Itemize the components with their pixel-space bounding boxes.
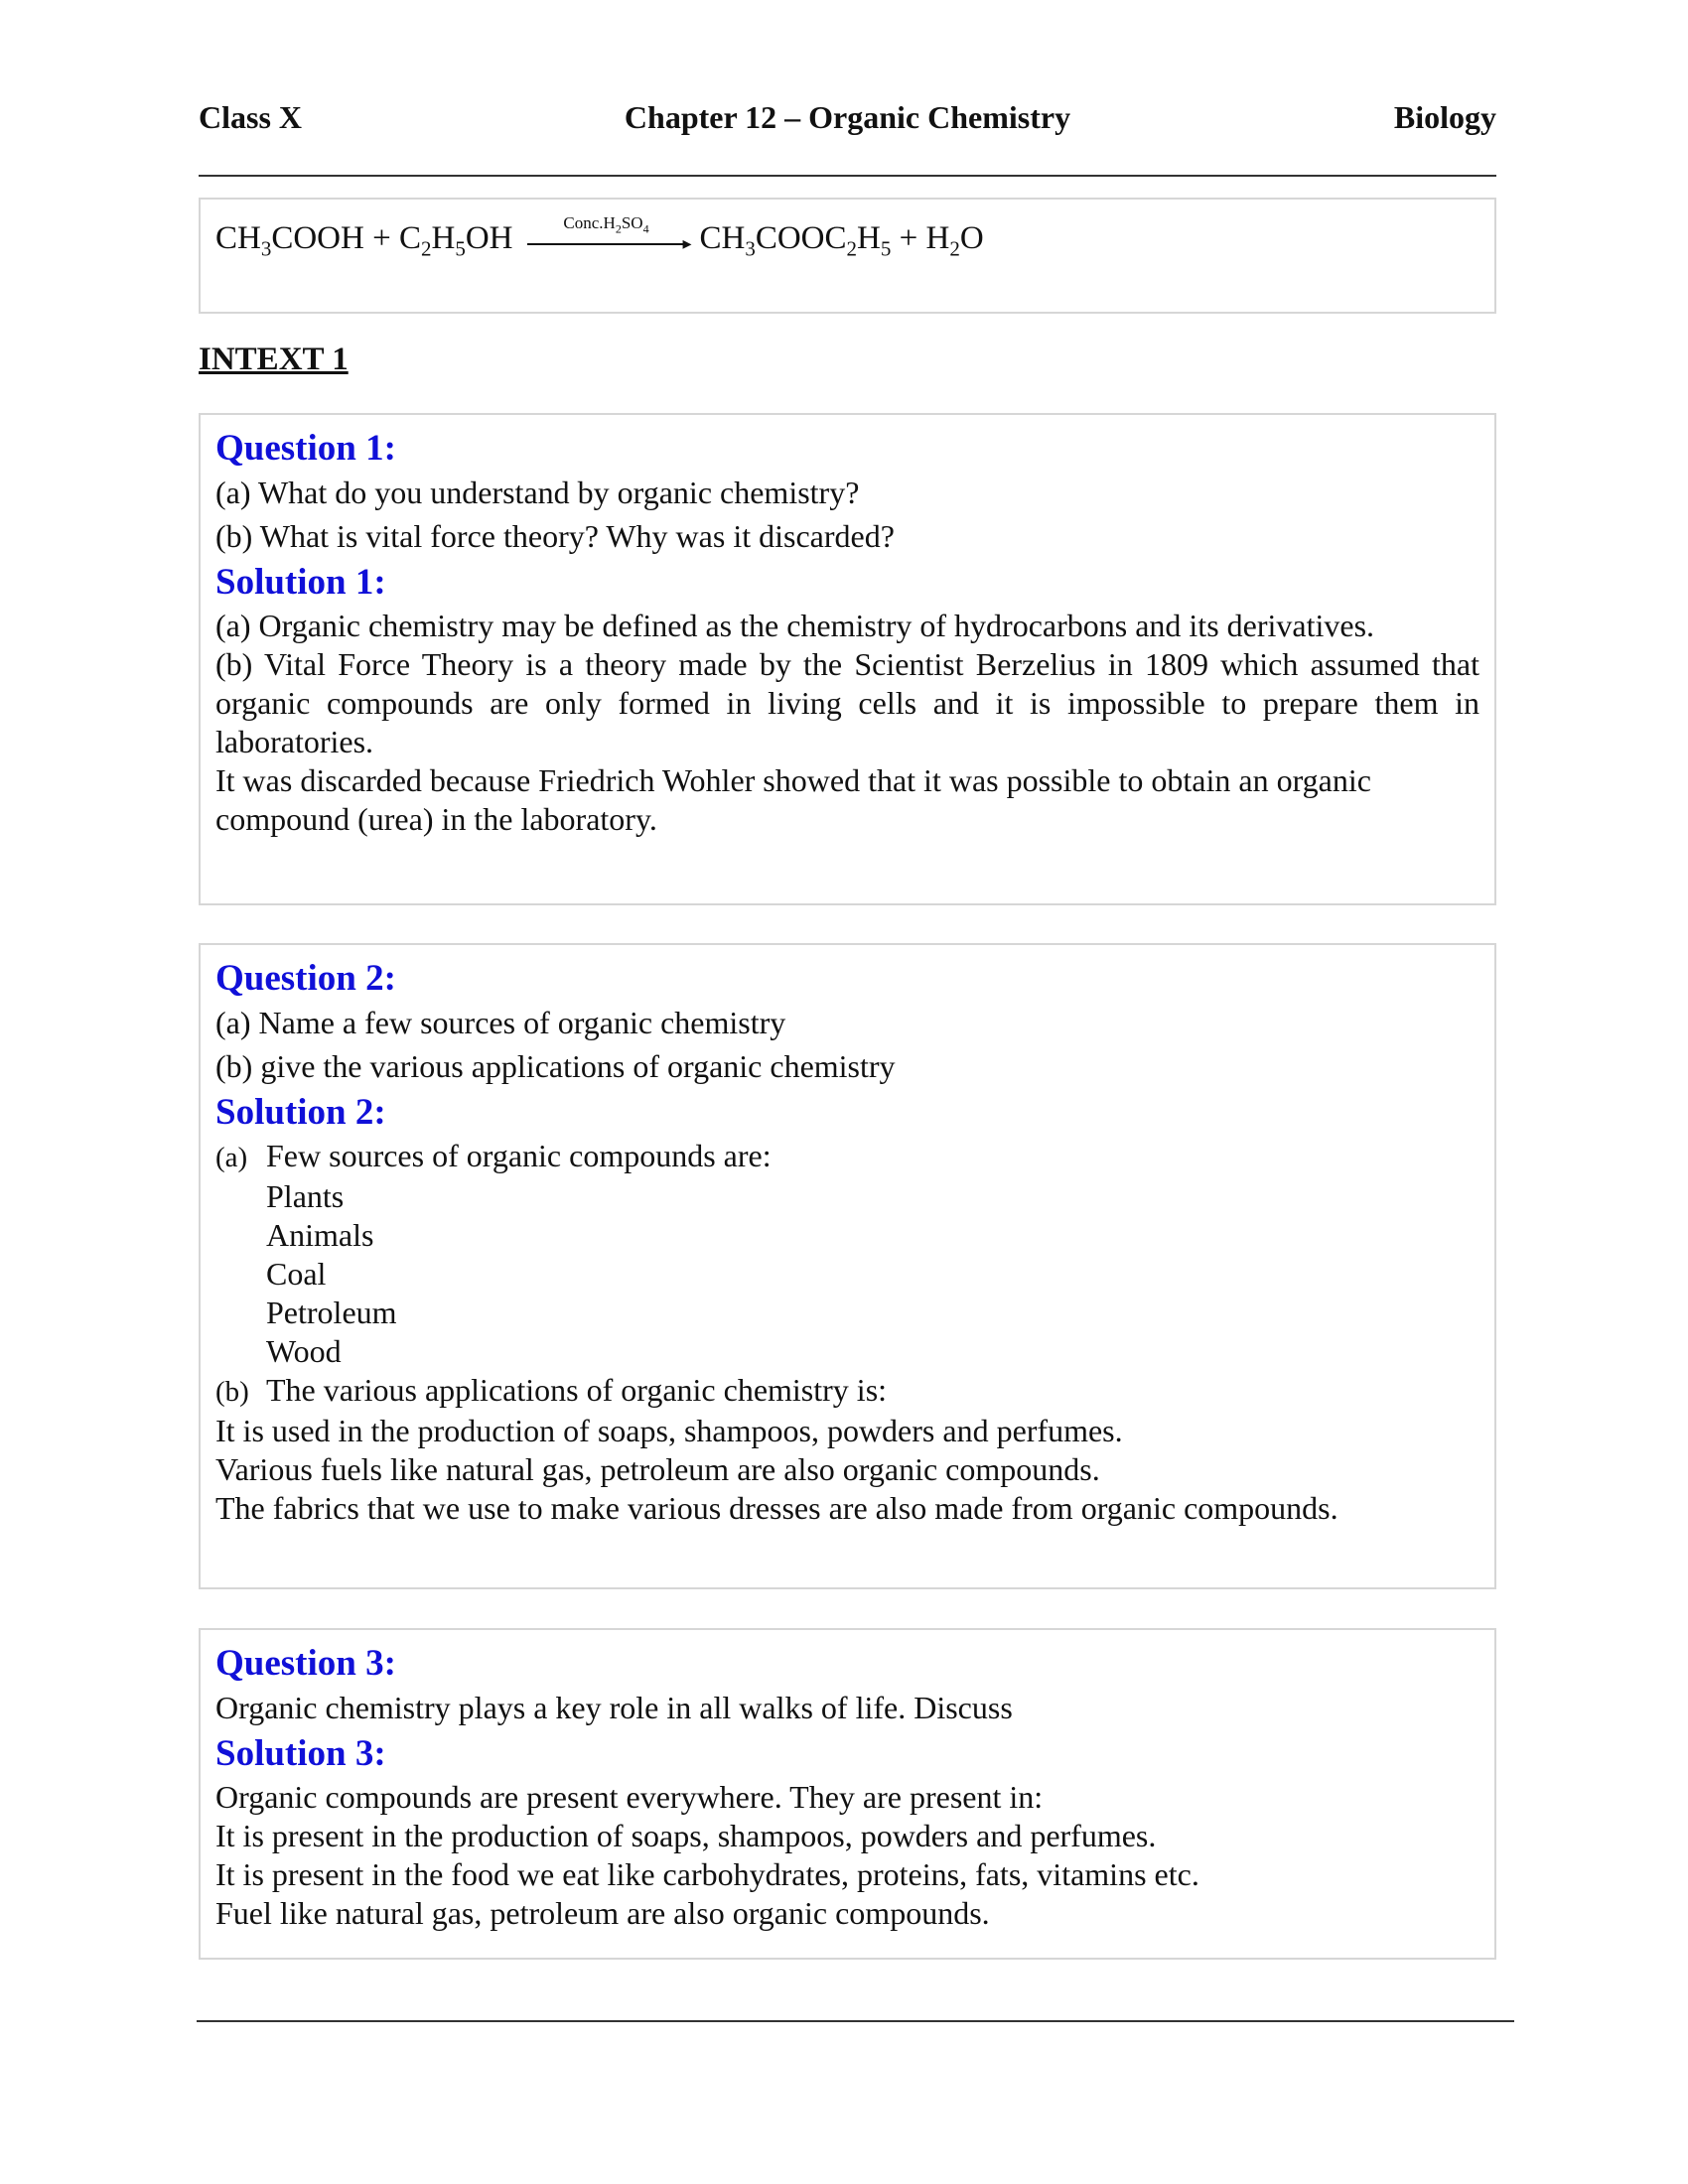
header-divider [199, 175, 1496, 177]
solution-line: Fuel like natural gas, petroleum are also organic compounds. [215, 1895, 990, 1931]
solution-part-a [215, 1137, 1479, 1177]
page-header [199, 99, 1496, 145]
solution-title: Solution 2: [215, 1092, 386, 1133]
section-title: INTEXT 1 [199, 341, 349, 377]
source-item: Petroleum [266, 1295, 397, 1330]
reaction-condition: $Conc.H_2SO_4$ [563, 213, 649, 236]
arrow-head-icon: ▸ [682, 233, 692, 254]
esterification-equation [215, 213, 984, 262]
solution-paragraph: It was discarded because Friedrich Wohler showed that it was possible to obtain an organic compound (urea) in the laboratory. [215, 762, 1371, 837]
header-subject: Biology [1393, 99, 1496, 135]
eq-subscript: 5 [455, 236, 466, 261]
question-title: Question 1: [215, 428, 396, 469]
eq-text: H [857, 220, 881, 256]
solution-paragraph: (b) Vital Force Theory is a theory made by the Scientist Berzelius in 1809 which assumed that organic compounds are only formed in living cells and it is impossible to prepare them in laboratories. [215, 646, 1479, 759]
reaction-arrow [523, 213, 692, 255]
solution-part-b [215, 1371, 1479, 1412]
header-chapter-title: Chapter 12 – Organic Chemistry [624, 99, 1071, 135]
question-2-box [199, 943, 1496, 1589]
eq-subscript: 3 [745, 236, 756, 261]
solution-line: The various applications of organic chemistry is: [266, 1372, 888, 1408]
footer-divider [197, 2020, 1514, 2022]
source-item: Coal [266, 1256, 327, 1292]
header-class: Class X [199, 99, 303, 135]
question-line: (b) give the various applications of organic chemistry [215, 1048, 896, 1084]
solution-line: It is present in the food we eat like carbohydrates, proteins, fats, vitamins etc. [215, 1856, 1199, 1892]
solution-line: Few sources of organic compounds are: [266, 1138, 772, 1173]
question-title: Question 2: [215, 958, 396, 999]
solution-line: Various fuels like natural gas, petroleum are also organic compounds. [215, 1451, 1100, 1487]
solution-line: The fabrics that we use to make various dresses are also made from organic compounds. [215, 1490, 1338, 1526]
eq-subscript: 2 [949, 236, 960, 261]
list-marker: (b) [215, 1376, 249, 1408]
solution-line: (a) Organic chemistry may be defined as the chemistry of hydrocarbons and its derivatives. [215, 608, 1375, 643]
solution-line: It is present in the production of soaps, shampoos, powders and perfumes. [215, 1818, 1157, 1853]
eq-subscript: 5 [880, 236, 892, 261]
question-line: (a) Name a few sources of organic chemistry [215, 1005, 786, 1040]
solution-line: It is used in the production of soaps, shampoos, powders and perfumes. [215, 1413, 1123, 1448]
solution-title: Solution 1: [215, 562, 386, 603]
question-line: (a) What do you understand by organic chemistry? [215, 475, 860, 510]
equation-box [199, 198, 1496, 314]
eq-text: CH [699, 220, 746, 256]
eq-text: COOC [755, 220, 847, 256]
source-item: Animals [266, 1217, 374, 1253]
question-line: Organic chemistry plays a key role in all walks of life. Discuss [215, 1690, 1013, 1725]
source-item: Wood [266, 1333, 342, 1369]
eq-subscript: 3 [260, 236, 272, 261]
eq-subscript: 2 [846, 236, 858, 261]
solution-line: Organic compounds are present everywhere. They are present in: [215, 1779, 1044, 1815]
question-3-box [199, 1628, 1496, 1960]
eq-text: + H [891, 220, 950, 256]
list-marker: (a) [215, 1142, 248, 1173]
source-item: Plants [266, 1178, 345, 1214]
question-title: Question 3: [215, 1643, 396, 1684]
arrow-line [527, 243, 688, 245]
eq-text: O [959, 220, 984, 256]
eq-text: OH [465, 220, 513, 256]
eq-text: CH [215, 220, 261, 256]
eq-text: COOH + C [271, 220, 421, 256]
eq-subscript: 2 [420, 236, 432, 261]
question-1-box [199, 413, 1496, 905]
question-line: (b) What is vital force theory? Why was it discarded? [215, 518, 895, 554]
solution-title: Solution 3: [215, 1733, 386, 1774]
eq-text: H [431, 220, 456, 256]
